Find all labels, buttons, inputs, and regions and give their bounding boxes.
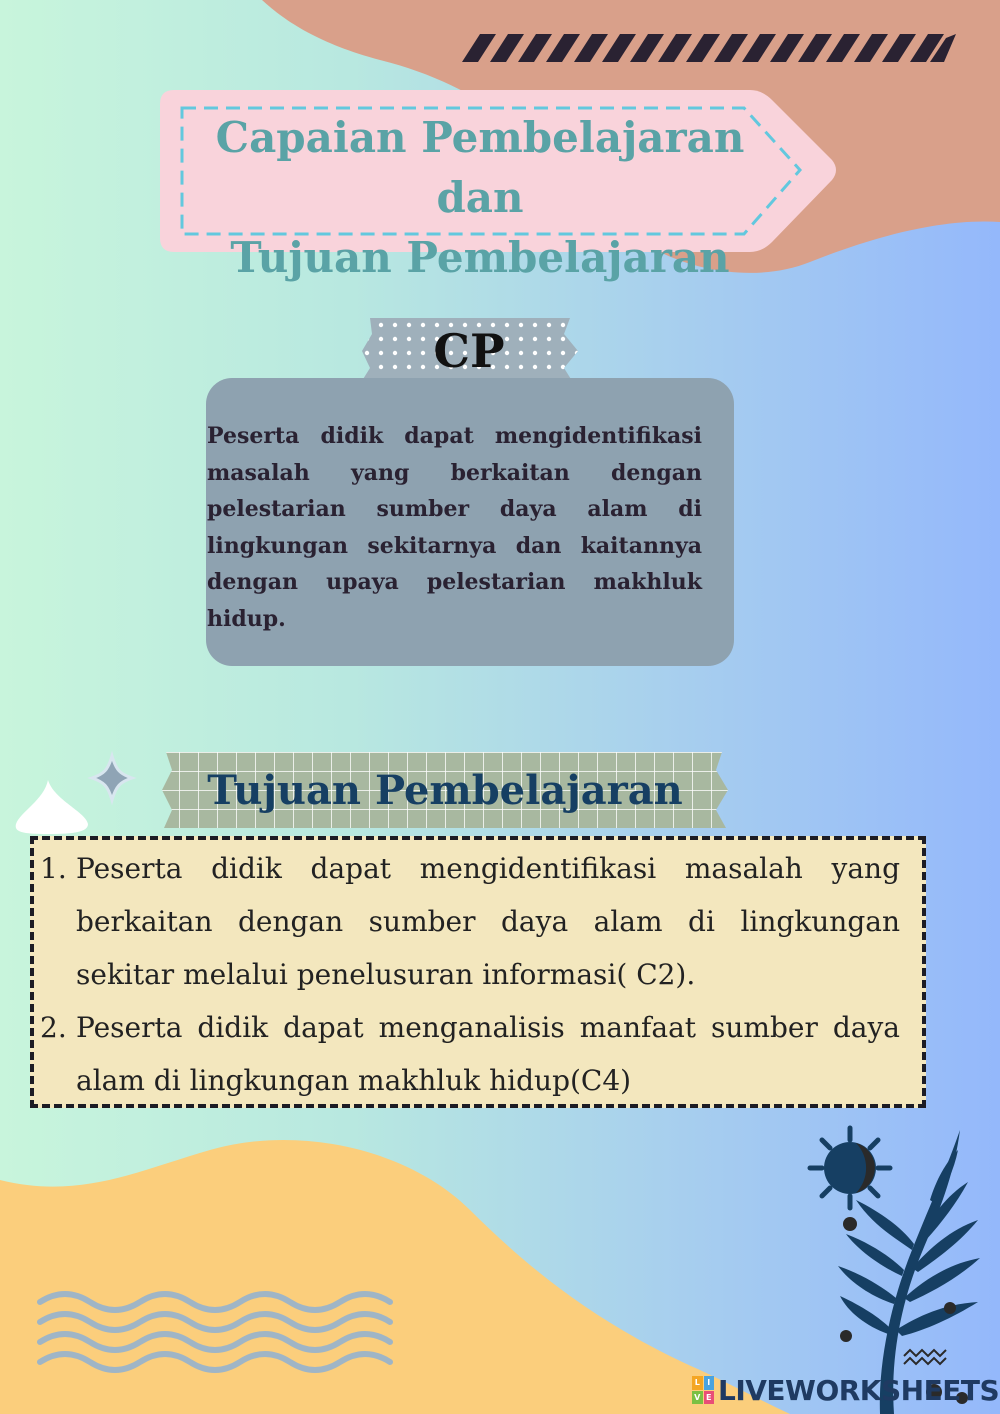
white-drop-shape	[16, 780, 88, 834]
sparkle-star	[92, 756, 132, 800]
dot-2	[944, 1302, 956, 1314]
liveworksheets-logo	[692, 1372, 999, 1408]
cp-label: CP	[433, 324, 505, 378]
dot-1	[840, 1330, 852, 1342]
list-item	[40, 1001, 900, 1107]
tujuan-heading: Tujuan Pembelajaran	[207, 766, 683, 814]
page-title	[170, 108, 790, 288]
list-item	[40, 842, 900, 1001]
liveworksheets-logo-icon: L I V E	[692, 1376, 714, 1404]
list-item-number: 2.	[40, 1011, 67, 1044]
page-title-line-1: Capaian Pembelajaran dan	[215, 113, 745, 222]
page-title-line-2: Tujuan Pembelajaran	[230, 233, 730, 282]
tujuan-list	[40, 842, 900, 1107]
liveworksheets-logo-text: LIVEWORKSHEETS	[718, 1373, 1000, 1407]
list-item-number: 1.	[40, 852, 67, 885]
list-item-text: Peserta didik dapat menganalisis manfaat sumber daya alam di lingkungan makhluk hidup(C4)	[76, 1011, 900, 1097]
list-item-text: Peserta didik dapat mengidentifikasi masalah yang berkaitan dengan sumber daya alam di lingkungan sekitar melalui penelusuran informasi( C2).	[76, 852, 900, 991]
zigzag-lines	[904, 1350, 946, 1364]
cp-description: Peserta didik dapat mengidentifikasi masalah yang berkaitan dengan pelestarian sumber daya alam di lingkungan sekitarnya dan kaitannya dengan upaya pelestarian makhluk hidup.	[207, 423, 702, 632]
